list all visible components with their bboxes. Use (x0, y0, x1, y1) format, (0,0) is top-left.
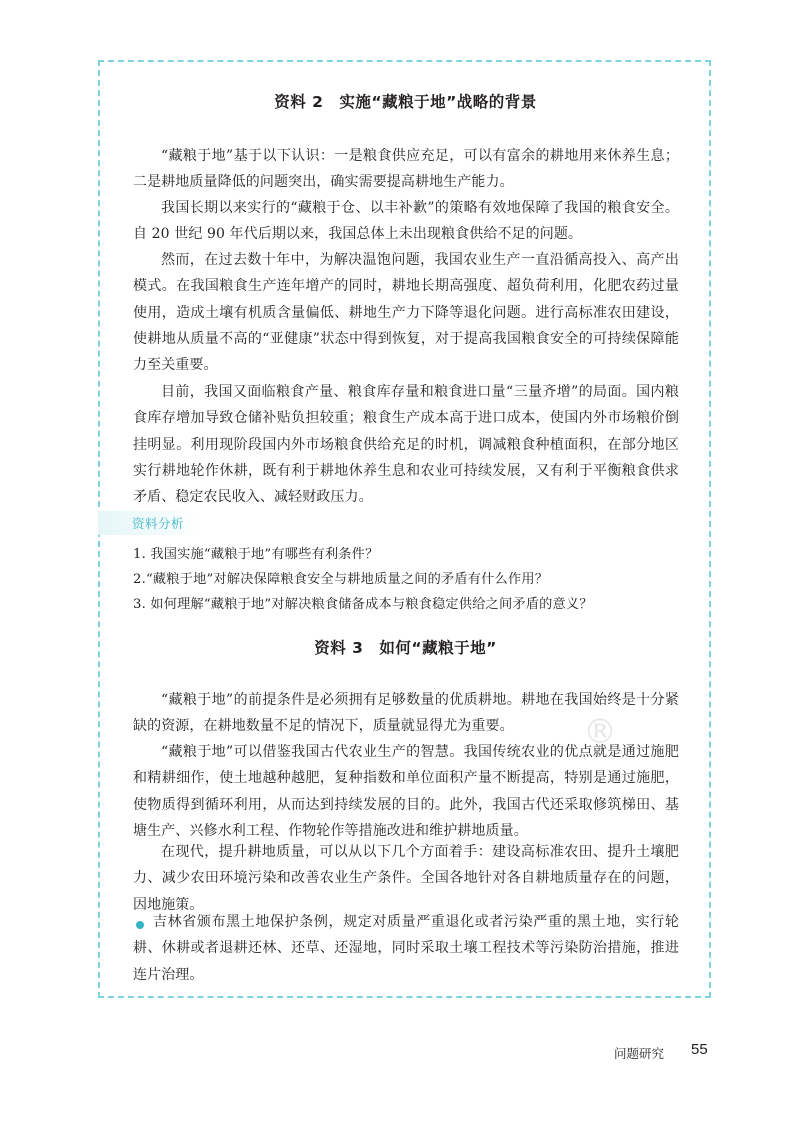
footer-section-label: 问题研究 (614, 1046, 665, 1061)
analysis-question-1: 1. 我国实施“藏粮于地”有哪些有利条件？ (133, 547, 379, 562)
section2-paragraph-4: 目前，我国又面临粮食产量、粮食库存量和粮食进口量“三量齐增”的局面。国内粮食库存增加导致仓储补贴负担较重；粮食生产成本高于进口成本，使国内外市场粮价倒挂明显。利用现阶段国内外市场粮食供给充足的时机，调减粮食种植面积，在部分地区实行耕地轮作休耕，既有利于耕地休养生息和农业可持续发展，又有利于平衡粮食供求矛盾、稳定农民收入、减轻财政压力。 (133, 384, 679, 506)
section3-paragraph-3: 在现代，提升耕地质量，可以从以下几个方面着手：建设高标准农田、提升土壤肥力、减少农田环境污染和改善农业生产条件。全国各地针对各自耕地质量存在的问题，因地施策。 (133, 844, 679, 913)
section3-title: 资料 3 如何“藏粮于地” (314, 639, 497, 657)
section2-title: 资料 2 实施“藏粮于地”战略的背景 (274, 93, 537, 111)
analysis-question-2: 2.“藏粮于地”对解决保障粮食安全与耕地质量之间的矛盾有什么作用？ (133, 572, 549, 587)
section2-paragraph-2: 我国长期以来实行的“藏粮于仓、以丰补歉”的策略有效地保障了我国的粮食安全。自 20 世纪 90 年代后期以来，我国总体上未出现粮食供给不足的问题。 (133, 200, 679, 243)
analysis-question-3: 3. 如何理解“藏粮于地”对解决粮食储备成本与粮食稳定供给之间矛盾的意义？ (133, 597, 593, 612)
section3-bullet: 吉林省颁布黑土地保护条例，规定对质量严重退化或者污染严重的黑土地，实行轮耕、休耕或者退耕还林、还草、还湿地，同时采取土壤工程技术等污染防治措施，推进连片治理。 (133, 914, 679, 983)
analysis-tag (98, 511, 198, 535)
page-number: 55 (691, 1041, 708, 1058)
section3-paragraph-1: “藏粮于地”的前提条件是必须拥有足够数量的优质耕地。耕地在我国始终是十分紧缺的资源，在耕地数量不足的情况下，质量就显得尤为重要。 (133, 692, 679, 735)
registered-watermark: ® (583, 712, 617, 752)
analysis-label: 资料分析 (132, 516, 185, 531)
section2-paragraph-3: 然而，在过去数十年中，为解决温饱问题，我国农业生产一直沿循高投入、高产出模式。在我国粮食生产连年增产的同时，耕地长期高强度、超负荷利用，化肥农药过量使用，造成土壤有机质含量偏低、耕地生产力下降等退化问题。进行高标准农田建设，使耕地从质量不高的“亚健康”状态中得到恢复，对于提高我国粮食安全的可持续保障能力至关重要。 (133, 252, 679, 374)
section3-paragraph-2: “藏粮于地”可以借鉴我国古代农业生产的智慧。我国传统农业的优点就是通过施肥和精耕细作，使土地越种越肥，复种指数和单位面积产量不断提高，特别是通过施肥，使物质得到循环利用，从而达到持续发展的目的。此外，我国古代还采取修筑梯田、基塘生产、兴修水利工程、作物轮作等措施改进和维护耕地质量。 (133, 744, 679, 839)
section2-paragraph-1: “藏粮于地”基于以下认识：一是粮食供应充足，可以有富余的耕地用来休养生息；二是耕地质量降低的问题突出，确实需要提高耕地生产能力。 (133, 148, 679, 191)
